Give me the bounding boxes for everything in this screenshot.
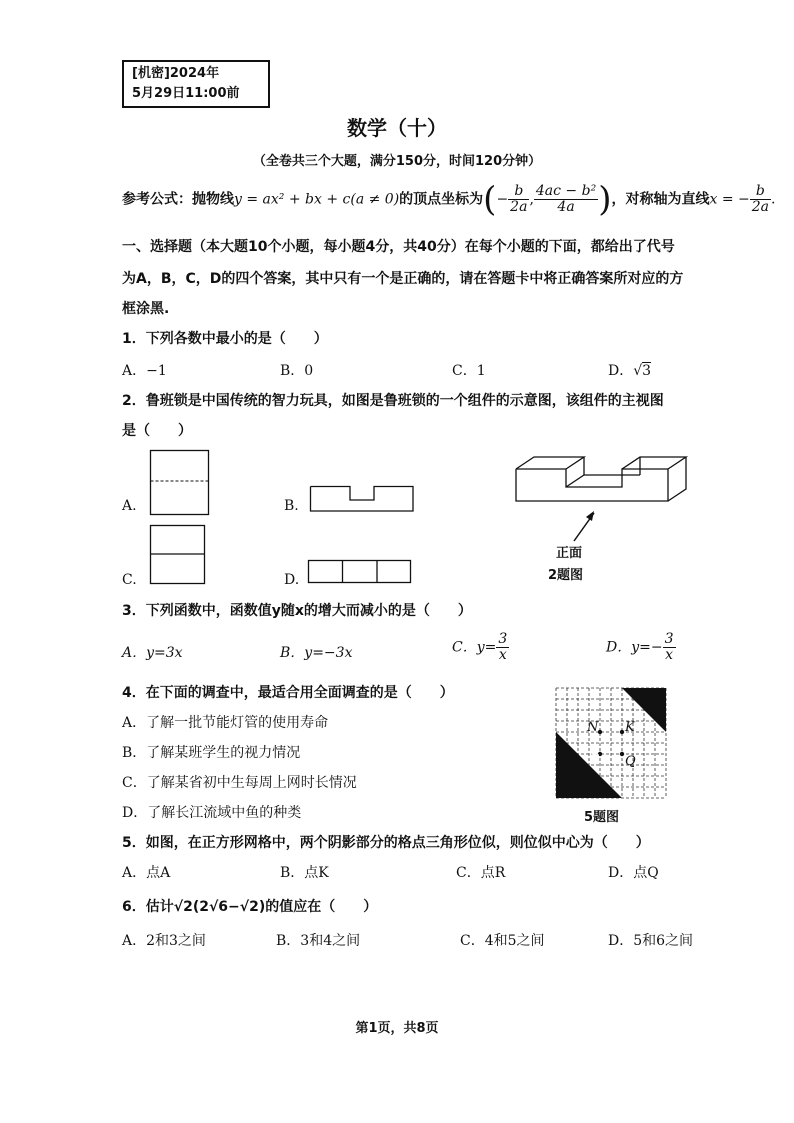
q6-option-c: C．4和5之间 bbox=[460, 933, 545, 949]
q4-option-b: B．了解某班学生的视力情况 bbox=[122, 745, 301, 761]
confidential-line2: 5月29日11:00前 bbox=[132, 86, 240, 101]
q3-option-d: D．y=− $\frac{3}{x}$ bbox=[606, 631, 674, 663]
q4-stem: 4．在下面的调查中，最适合用全面调查的是（ ） bbox=[122, 685, 454, 701]
q1-stem: 1．下列各数中最小的是（ ） bbox=[122, 331, 328, 347]
q2-option-d-figure bbox=[308, 560, 412, 584]
q2-option-c-label: C. bbox=[122, 572, 137, 588]
page-title: 数学（十） bbox=[347, 116, 447, 140]
q2-option-b-label: B. bbox=[284, 498, 299, 514]
q3-option-a: A．y=3x bbox=[122, 645, 183, 661]
q3-option-c: C．y= $\frac{3}{x}$ bbox=[452, 631, 508, 663]
formula-frac1: $\frac{b}{2a}$ bbox=[510, 183, 528, 215]
q6-option-d: D．5和6之间 bbox=[608, 933, 694, 949]
formula-frac2: $\frac{\text{4ac − b²}}{4a}$ bbox=[535, 183, 597, 215]
q5-option-a: A．点A bbox=[122, 865, 171, 881]
q6-option-b: B．3和4之间 bbox=[276, 933, 361, 949]
section1-line2: 为A，B，C，D的四个答案，其中只有一个是正确的，请在答题卡中将正确答案所对应的方 bbox=[122, 271, 684, 287]
q1-option-b: B．0 bbox=[280, 363, 314, 379]
formula-vertex-text: 的顶点坐标为 bbox=[399, 191, 484, 208]
q2-stem-line2: 是（ ） bbox=[122, 423, 192, 439]
formula-parabola: y = ax² + bx + c(a ≠ 0) bbox=[234, 191, 400, 208]
formula-frac3: $\frac{b}{2a}$ bbox=[751, 183, 769, 215]
q5-option-b: B．点K bbox=[280, 865, 329, 881]
q5-option-d: D．点Q bbox=[608, 865, 659, 881]
q2-option-a-label: A. bbox=[122, 498, 137, 514]
formula-axis-var: x = − bbox=[709, 191, 750, 208]
q2-3d-figure bbox=[514, 455, 686, 545]
q6-stem: 6．估计√2(2√6−√2)的值应在（ ） bbox=[122, 899, 378, 915]
q5-label-r: R bbox=[590, 752, 600, 767]
confidential-box bbox=[122, 60, 270, 108]
q2-option-a-figure bbox=[150, 450, 210, 516]
reference-formula: 参考公式：抛物线y = ax² + bx + c(a ≠ 0)的顶点坐标为(− $\frac{b}{2a}$ , $\frac{\text{4ac − b²}}{4a}$ )，对称轴为直线x = − $\frac{b}{2a}$ . bbox=[122, 179, 776, 220]
q2-figure-caption: 2题图 bbox=[548, 568, 584, 583]
q3-stem: 3．下列函数中，函数值y随x的增大而减小的是（ ） bbox=[122, 603, 472, 619]
q2-front-label: 正面 bbox=[556, 546, 583, 561]
q4-option-c: C．了解某省初中生每周上网时长情况 bbox=[122, 775, 357, 791]
q2-stem-line1: 2．鲁班锁是中国传统的智力玩具，如图是鲁班锁的一个组件的示意图，该组件的主视图 bbox=[122, 393, 664, 409]
q2-option-d-label: D. bbox=[284, 572, 300, 588]
page-footer: 第1页，共8页 bbox=[355, 1021, 439, 1036]
q5-label-q: Q bbox=[625, 754, 636, 769]
q4-option-a: A．了解一批节能灯管的使用寿命 bbox=[122, 715, 329, 731]
section1-heading: 一、选择题 bbox=[122, 239, 192, 255]
q5-label-k: K bbox=[625, 720, 635, 735]
q1-option-a: A．−1 bbox=[122, 363, 167, 379]
confidential-line1: [机密]2024年 bbox=[132, 66, 220, 81]
section1-line3: 框涂黑. bbox=[122, 301, 170, 317]
q5-label-n: N bbox=[587, 720, 599, 735]
q3-option-b: B．y=−3x bbox=[280, 645, 353, 661]
q5-figure-caption: 5题图 bbox=[584, 810, 620, 825]
q5-grid-figure bbox=[556, 688, 668, 800]
section1-line1: 一、选择题（本大题10个小题，每小题4分，共40分）在每个小题的下面，都给出了代号 bbox=[122, 239, 675, 255]
q2-option-b-figure bbox=[310, 486, 414, 512]
q1-option-d: D．√3 bbox=[608, 363, 652, 379]
formula-axis-text: ，对称轴为直线 bbox=[611, 191, 710, 208]
formula-prefix: 参考公式：抛物线 bbox=[122, 191, 234, 208]
q5-stem: 5．如图，在正方形网格中，两个阴影部分的格点三角形位似，则位似中心为（ ） bbox=[122, 835, 650, 851]
page-subtitle: （全卷共三个大题，满分150分，时间120分钟） bbox=[252, 154, 542, 169]
q6-option-a: A．2和3之间 bbox=[122, 933, 206, 949]
q1-option-c: C．1 bbox=[452, 363, 486, 379]
q5-option-c: C．点R bbox=[456, 865, 506, 881]
q4-option-d: D．了解长江流域中鱼的种类 bbox=[122, 805, 302, 821]
q2-option-c-figure bbox=[150, 525, 206, 585]
